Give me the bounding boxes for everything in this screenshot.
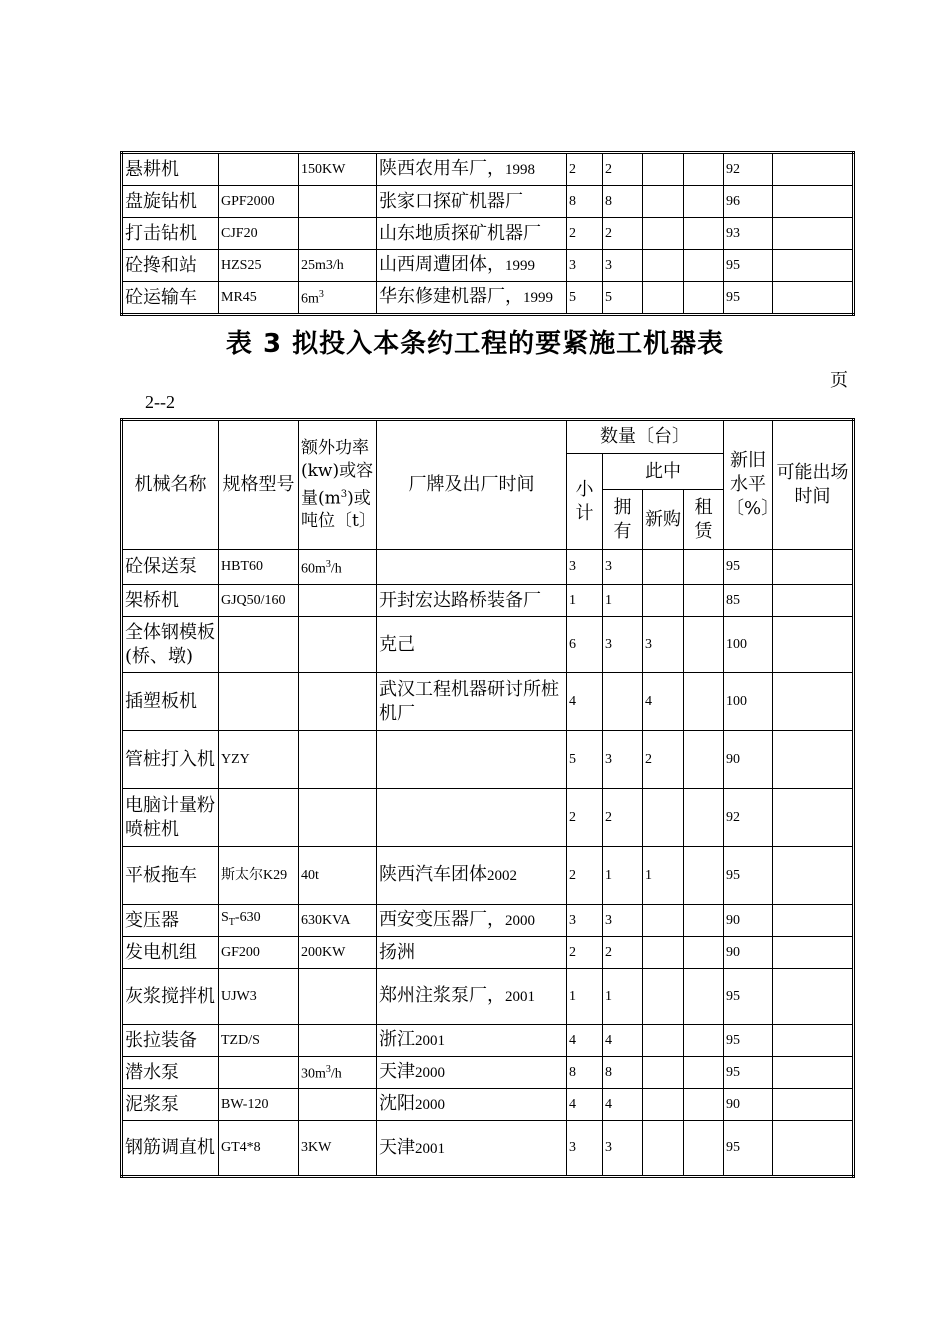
table-row	[122, 186, 854, 218]
cell-maker	[377, 731, 567, 789]
cell-name: 插塑板机	[122, 673, 219, 731]
cell-power: $6m^3$	[299, 282, 377, 315]
cell-model: 斯太尔K29	[219, 847, 299, 905]
cell-subtotal: 8	[567, 186, 603, 218]
table-row	[122, 282, 854, 315]
cell-rent	[684, 153, 724, 186]
table-row	[122, 617, 854, 673]
header-subtotal: 小计	[567, 454, 603, 550]
cell-own: 2	[603, 218, 643, 250]
cell-own: 4	[603, 1089, 643, 1121]
cell-name: 灰浆搅拌机	[122, 969, 219, 1025]
table-row	[122, 153, 854, 186]
cell-subtotal: 2	[567, 789, 603, 847]
cell-rent	[684, 1057, 724, 1089]
table-row	[122, 789, 854, 847]
cell-rent	[684, 282, 724, 315]
cell-own: 8	[603, 1057, 643, 1089]
cell-power	[299, 731, 377, 789]
cell-own	[603, 673, 643, 731]
cell-time	[773, 937, 854, 969]
cell-own: 5	[603, 282, 643, 315]
cell-time	[773, 673, 854, 731]
cell-maker: 山西周遭团体，1999	[377, 250, 567, 282]
cell-new	[643, 250, 684, 282]
cell-new	[643, 905, 684, 937]
cell-subtotal: 2	[567, 218, 603, 250]
cell-power	[299, 218, 377, 250]
cell-time	[773, 218, 854, 250]
cell-new: 3	[643, 617, 684, 673]
continued-equipment-table	[120, 151, 855, 316]
cell-rent	[684, 550, 724, 585]
cell-subtotal: 2	[567, 153, 603, 186]
cell-level: 100	[724, 617, 773, 673]
cell-time	[773, 585, 854, 617]
cell-maker: 陕西农用车厂，1998	[377, 153, 567, 186]
cell-new	[643, 937, 684, 969]
cell-model: $S_T-630$	[219, 905, 299, 937]
table-row	[122, 969, 854, 1025]
cell-power: 200KW	[299, 937, 377, 969]
cell-maker: 武汉工程机器研讨所桩机厂	[377, 673, 567, 731]
cell-rent	[684, 937, 724, 969]
cell-model	[219, 617, 299, 673]
cell-name: 砼搀和站	[122, 250, 219, 282]
cell-new	[643, 1025, 684, 1057]
cell-maker: 扬洲	[377, 937, 567, 969]
cell-subtotal: 6	[567, 617, 603, 673]
cell-level: 95	[724, 550, 773, 585]
cell-own: 3	[603, 1121, 643, 1177]
cell-time	[773, 617, 854, 673]
cell-power: 150KW	[299, 153, 377, 186]
cell-model: GPF2000	[219, 186, 299, 218]
cell-power	[299, 617, 377, 673]
cell-subtotal: 2	[567, 847, 603, 905]
cell-subtotal: 5	[567, 731, 603, 789]
cell-rent	[684, 218, 724, 250]
cell-model	[219, 673, 299, 731]
cell-new	[643, 789, 684, 847]
cell-rent	[684, 186, 724, 218]
cell-level: 95	[724, 250, 773, 282]
cell-maker: 开封宏达路桥装备厂	[377, 585, 567, 617]
cell-name: 盘旋钻机	[122, 186, 219, 218]
cell-model: TZD/S	[219, 1025, 299, 1057]
cell-own: 1	[603, 847, 643, 905]
cell-own: 3	[603, 617, 643, 673]
cell-rent	[684, 673, 724, 731]
cell-subtotal: 2	[567, 937, 603, 969]
cell-level: 95	[724, 1025, 773, 1057]
cell-maker: 陕西汽车团体2002	[377, 847, 567, 905]
cell-maker	[377, 550, 567, 585]
cell-power: $60m^3/h$	[299, 550, 377, 585]
cell-name: 砼保送泵	[122, 550, 219, 585]
cell-name: 发电机组	[122, 937, 219, 969]
cell-own: 4	[603, 1025, 643, 1057]
cell-name: 架桥机	[122, 585, 219, 617]
cell-subtotal: 3	[567, 1121, 603, 1177]
cell-own: 2	[603, 789, 643, 847]
cell-name: 打击钻机	[122, 218, 219, 250]
cell-name: 变压器	[122, 905, 219, 937]
cell-own: 3	[603, 550, 643, 585]
cell-subtotal: 4	[567, 1089, 603, 1121]
cell-model: GF200	[219, 937, 299, 969]
cell-power: 40t	[299, 847, 377, 905]
cell-own: 2	[603, 153, 643, 186]
cell-maker: 克己	[377, 617, 567, 673]
cell-level: 90	[724, 937, 773, 969]
cell-power: 630KVA	[299, 905, 377, 937]
cell-time	[773, 186, 854, 218]
cell-power: $30m^3/h$	[299, 1057, 377, 1089]
cell-subtotal: 4	[567, 673, 603, 731]
cell-subtotal: 5	[567, 282, 603, 315]
header-new: 新购	[643, 490, 684, 550]
cell-new	[643, 1121, 684, 1177]
header-maker: 厂牌及出厂时间	[377, 420, 567, 550]
cell-subtotal: 8	[567, 1057, 603, 1089]
cell-level: 95	[724, 282, 773, 315]
cell-name: 潜水泵	[122, 1057, 219, 1089]
cell-subtotal: 3	[567, 550, 603, 585]
cell-time	[773, 1057, 854, 1089]
cell-name: 钢筋调直机	[122, 1121, 219, 1177]
cell-name: 管桩打入机	[122, 731, 219, 789]
table-number: 2--2	[145, 392, 175, 412]
cell-power	[299, 1025, 377, 1057]
cell-maker: 郑州注浆泵厂，2001	[377, 969, 567, 1025]
cell-level: 90	[724, 731, 773, 789]
cell-rent	[684, 585, 724, 617]
cell-rent	[684, 905, 724, 937]
cell-level: 100	[724, 673, 773, 731]
cell-maker: 天津2001	[377, 1121, 567, 1177]
cell-power	[299, 969, 377, 1025]
cell-level: 96	[724, 186, 773, 218]
table-row	[122, 905, 854, 937]
cell-level: 90	[724, 905, 773, 937]
header-power: 额外功率(kw)或容量$(m^3)$或吨位〔t〕	[299, 420, 377, 550]
table-row	[122, 1057, 854, 1089]
cell-own: 2	[603, 937, 643, 969]
cell-new	[643, 186, 684, 218]
table-row	[122, 673, 854, 731]
cell-rent	[684, 789, 724, 847]
table-row	[122, 1121, 854, 1177]
cell-subtotal: 1	[567, 585, 603, 617]
cell-name: 泥浆泵	[122, 1089, 219, 1121]
cell-name: 砼运输车	[122, 282, 219, 315]
cell-own: 3	[603, 250, 643, 282]
cell-power	[299, 1089, 377, 1121]
cell-time	[773, 969, 854, 1025]
cell-name: 电脑计量粉喷桩机	[122, 789, 219, 847]
cell-level: 95	[724, 969, 773, 1025]
cell-maker	[377, 789, 567, 847]
cell-own: 8	[603, 186, 643, 218]
cell-new	[643, 585, 684, 617]
cell-model	[219, 789, 299, 847]
table-row	[122, 585, 854, 617]
cell-time	[773, 282, 854, 315]
cell-rent	[684, 1089, 724, 1121]
cell-name: 平板拖车	[122, 847, 219, 905]
cell-rent	[684, 969, 724, 1025]
cell-rent	[684, 1121, 724, 1177]
cell-time	[773, 250, 854, 282]
cell-new	[643, 1057, 684, 1089]
cell-time	[773, 731, 854, 789]
cell-time	[773, 905, 854, 937]
table-row	[122, 937, 854, 969]
cell-level: 92	[724, 153, 773, 186]
cell-maker: 西安变压器厂，2000	[377, 905, 567, 937]
cell-new	[643, 1089, 684, 1121]
cell-model: BW-120	[219, 1089, 299, 1121]
cell-level: 90	[724, 1089, 773, 1121]
cell-time	[773, 1121, 854, 1177]
cell-new	[643, 550, 684, 585]
cell-model: UJW3	[219, 969, 299, 1025]
header-level: 新旧水平〔%〕	[724, 420, 773, 550]
header-rent: 租赁	[684, 490, 724, 550]
equipment-table	[120, 418, 855, 1178]
cell-model: HZS25	[219, 250, 299, 282]
cell-model	[219, 153, 299, 186]
cell-new: 4	[643, 673, 684, 731]
cell-new: 2	[643, 731, 684, 789]
cell-new	[643, 153, 684, 186]
cell-subtotal: 3	[567, 905, 603, 937]
cell-model: GT4*8	[219, 1121, 299, 1177]
cell-subtotal: 1	[567, 969, 603, 1025]
cell-maker: 天津2000	[377, 1057, 567, 1089]
cell-level: 95	[724, 847, 773, 905]
cell-subtotal: 4	[567, 1025, 603, 1057]
table-row	[122, 218, 854, 250]
cell-subtotal: 3	[567, 250, 603, 282]
header-quantity: 数量〔台〕	[567, 420, 724, 454]
header-among: 此中	[603, 454, 724, 490]
cell-name: 悬耕机	[122, 153, 219, 186]
table-header	[122, 420, 854, 550]
cell-time	[773, 789, 854, 847]
cell-level: 92	[724, 789, 773, 847]
cell-name: 张拉装备	[122, 1025, 219, 1057]
cell-rent	[684, 617, 724, 673]
cell-time	[773, 1089, 854, 1121]
cell-rent	[684, 250, 724, 282]
header-own: 拥有	[603, 490, 643, 550]
cell-level: 95	[724, 1121, 773, 1177]
cell-power	[299, 186, 377, 218]
cell-level: 85	[724, 585, 773, 617]
cell-new	[643, 282, 684, 315]
cell-rent	[684, 1025, 724, 1057]
cell-maker: 沈阳2000	[377, 1089, 567, 1121]
cell-rent	[684, 847, 724, 905]
cell-power	[299, 789, 377, 847]
cell-maker: 山东地质探矿机器厂	[377, 218, 567, 250]
header-time: 可能出场时间	[773, 420, 854, 550]
cell-level: 95	[724, 1057, 773, 1089]
header-name: 机械名称	[122, 420, 219, 550]
cell-maker: 华东修建机器厂，1999	[377, 282, 567, 315]
cell-time	[773, 1025, 854, 1057]
cell-own: 1	[603, 969, 643, 1025]
cell-rent	[684, 731, 724, 789]
cell-model: HBT60	[219, 550, 299, 585]
cell-power	[299, 585, 377, 617]
cell-time	[773, 550, 854, 585]
cell-power: 25m3/h	[299, 250, 377, 282]
table-row	[122, 1089, 854, 1121]
cell-time	[773, 153, 854, 186]
table-row	[122, 550, 854, 585]
cell-maker: 浙江2001	[377, 1025, 567, 1057]
cell-time	[773, 847, 854, 905]
cell-own: 3	[603, 905, 643, 937]
table-row	[122, 250, 854, 282]
cell-model: MR45	[219, 282, 299, 315]
cell-level: 93	[724, 218, 773, 250]
cell-new: 1	[643, 847, 684, 905]
cell-new	[643, 218, 684, 250]
cell-own: 3	[603, 731, 643, 789]
cell-new	[643, 969, 684, 1025]
cell-own: 1	[603, 585, 643, 617]
page-label: 页	[830, 370, 848, 391]
cell-power: 3KW	[299, 1121, 377, 1177]
cell-power	[299, 673, 377, 731]
table-row	[122, 731, 854, 789]
header-model: 规格型号	[219, 420, 299, 550]
cell-model	[219, 1057, 299, 1089]
cell-model: YZY	[219, 731, 299, 789]
table-title: 表 3 拟投入本条约工程的要紧施工机器表	[225, 329, 725, 359]
table-row	[122, 847, 854, 905]
cell-maker: 张家口探矿机器厂	[377, 186, 567, 218]
table-row	[122, 1025, 854, 1057]
cell-name: 全体钢模板(桥、墩)	[122, 617, 219, 673]
cell-model: GJQ50/160	[219, 585, 299, 617]
cell-model: CJF20	[219, 218, 299, 250]
